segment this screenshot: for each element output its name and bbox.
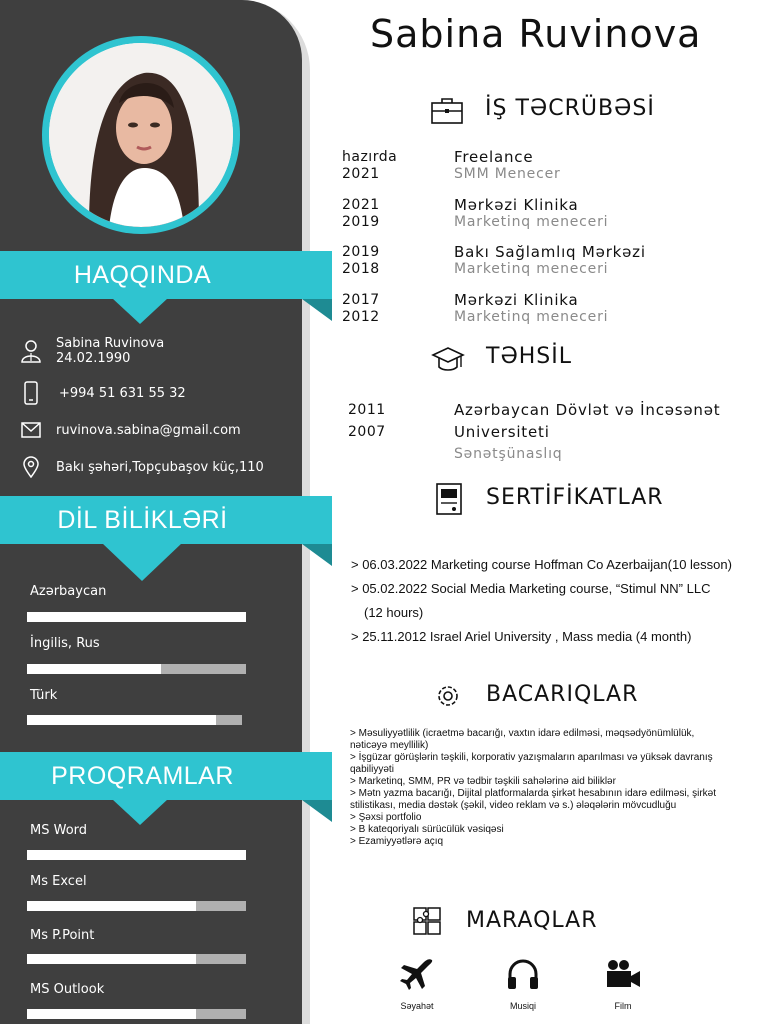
contact-email (18, 417, 241, 443)
experience-dates: 2019 2018 (342, 244, 380, 277)
briefcase-icon (430, 94, 464, 128)
mail-icon (18, 417, 44, 443)
language-level-bar (27, 664, 246, 674)
skill-line: > İşgüzar görüşlərin təşkili, korporativ yazışmaların aparılması və yüksək davranış (350, 752, 713, 763)
program-level-bar (27, 954, 246, 964)
language-label: İngilis, Rus (30, 636, 100, 651)
experience-dates: 2021 2019 (342, 197, 380, 230)
contact-phone (18, 380, 186, 406)
interest-label: Film (614, 1001, 632, 1011)
email-address[interactable]: ruvinova.sabina@gmail.com (56, 422, 241, 438)
interest-label: Musiqi (509, 1001, 536, 1011)
languages-banner (0, 496, 332, 544)
headphones-icon (488, 955, 558, 993)
contact-person (18, 336, 164, 366)
experience-entry: Bakı Sağlamlıq Mərkəzi Marketinq meneceri (454, 243, 646, 277)
program-label: MS Word (30, 823, 88, 838)
language-label: Azərbaycan (30, 584, 107, 599)
education-dates: 2011 2007 (348, 402, 386, 440)
programs-title: PROQRAMLAR (51, 762, 234, 790)
skills-list (350, 728, 750, 848)
graduation-cap-icon (431, 343, 465, 377)
skill-line: > Marketinq, SMM, PR və tədbir təşkili sahələrinə aid biliklər (350, 776, 616, 787)
interests-title: MARAQLAR (466, 908, 598, 933)
program-label: Ms Excel (30, 874, 87, 889)
interest-label: Səyahət (400, 1001, 434, 1011)
programs-banner (0, 752, 332, 800)
program-level-bar (27, 901, 246, 911)
program-level-bar (27, 850, 246, 860)
puzzle-icon (412, 906, 442, 936)
certificates-title: SERTİFİKATLAR (486, 485, 664, 510)
certificate-item: > 25.11.2012 Israel Ariel University , Mass media (4 month) (351, 629, 692, 644)
phone-number[interactable]: +994 51 631 55 32 (59, 385, 186, 401)
about-title: HAQQINDA (73, 261, 212, 289)
phone-icon (18, 380, 44, 406)
about-banner (0, 251, 332, 299)
certificate-icon (432, 482, 466, 516)
skill-line: > Məsuliyyətlilik (icraetmə bacarığı, vaxtın idarə edilməsi, məqsədyönümlülük, (350, 728, 695, 739)
education-title: TƏHSİL (486, 344, 573, 369)
address-text: Bakı şəhəri,Topçubaşov küç,110 (56, 459, 264, 475)
skill-line: nəticəyə meyllilik) (350, 740, 429, 751)
skill-line: > Mətn yazma bacarığı, Dijital platformalarda şirkət hesabının idarə edilməsi, şirkət (350, 788, 716, 799)
program-label: MS Outlook (30, 982, 105, 997)
experience-dates: 2017 2012 (342, 292, 380, 325)
airplane-icon (382, 955, 452, 993)
experience-dates: hazırda 2021 (342, 149, 398, 182)
skill-line: > B kateqoriyalı sürücülük vəsiqəsi (350, 824, 504, 835)
language-label: Türk (30, 688, 58, 703)
location-pin-icon (18, 454, 44, 480)
experience-title: İŞ TƏCRÜBƏSİ (485, 96, 655, 121)
certificate-item: (12 hours) (364, 605, 424, 620)
program-label: Ms P.Point (30, 928, 95, 943)
interest-item (488, 955, 558, 1011)
language-level-bar (27, 715, 242, 725)
interest-item (382, 955, 452, 1011)
skill-line: qabiliyyəti (350, 764, 394, 775)
experience-entry: Freelance SMM Menecer (454, 148, 561, 182)
contact-address (18, 454, 264, 480)
skill-line: stilistikası, media dəstək (şəkil, video reklam və s.) ələqələrin mövcudluğu (350, 800, 677, 811)
experience-entry: Mərkəzi Klinika Marketinq meneceri (454, 196, 609, 230)
skill-line: > Ezamiyyətlərə açıq (350, 836, 444, 847)
profile-photo (49, 43, 233, 227)
contact-birthdate: 24.02.1990 (56, 351, 131, 366)
certificate-item: > 05.02.2022 Social Media Marketing course, “Stimul NN” LLC (351, 581, 711, 596)
language-level-bar (27, 612, 246, 622)
interest-item (588, 955, 658, 1011)
program-level-bar (27, 1009, 246, 1019)
languages-title: DİL BİLİKLƏRİ (57, 506, 228, 534)
profile-photo-frame (42, 36, 240, 234)
education-entry: Azərbaycan Dövlət və İncəsənət Universiteti Sənətşünaslıq (454, 401, 721, 462)
contact-name: Sabina Ruvinova (56, 336, 165, 351)
skills-title: BACARIQLAR (486, 682, 639, 707)
certificate-item: > 06.03.2022 Marketing course Hoffman Co Azerbaijan(10 lesson) (351, 557, 732, 572)
skill-line: > Şəxsi portfolio (350, 812, 422, 823)
gear-icon (434, 682, 462, 710)
page-title: Sabina Ruvinova (370, 12, 702, 56)
experience-entry: Mərkəzi Klinika Marketinq meneceri (454, 291, 609, 325)
video-camera-icon (588, 955, 658, 993)
user-icon (18, 338, 44, 364)
